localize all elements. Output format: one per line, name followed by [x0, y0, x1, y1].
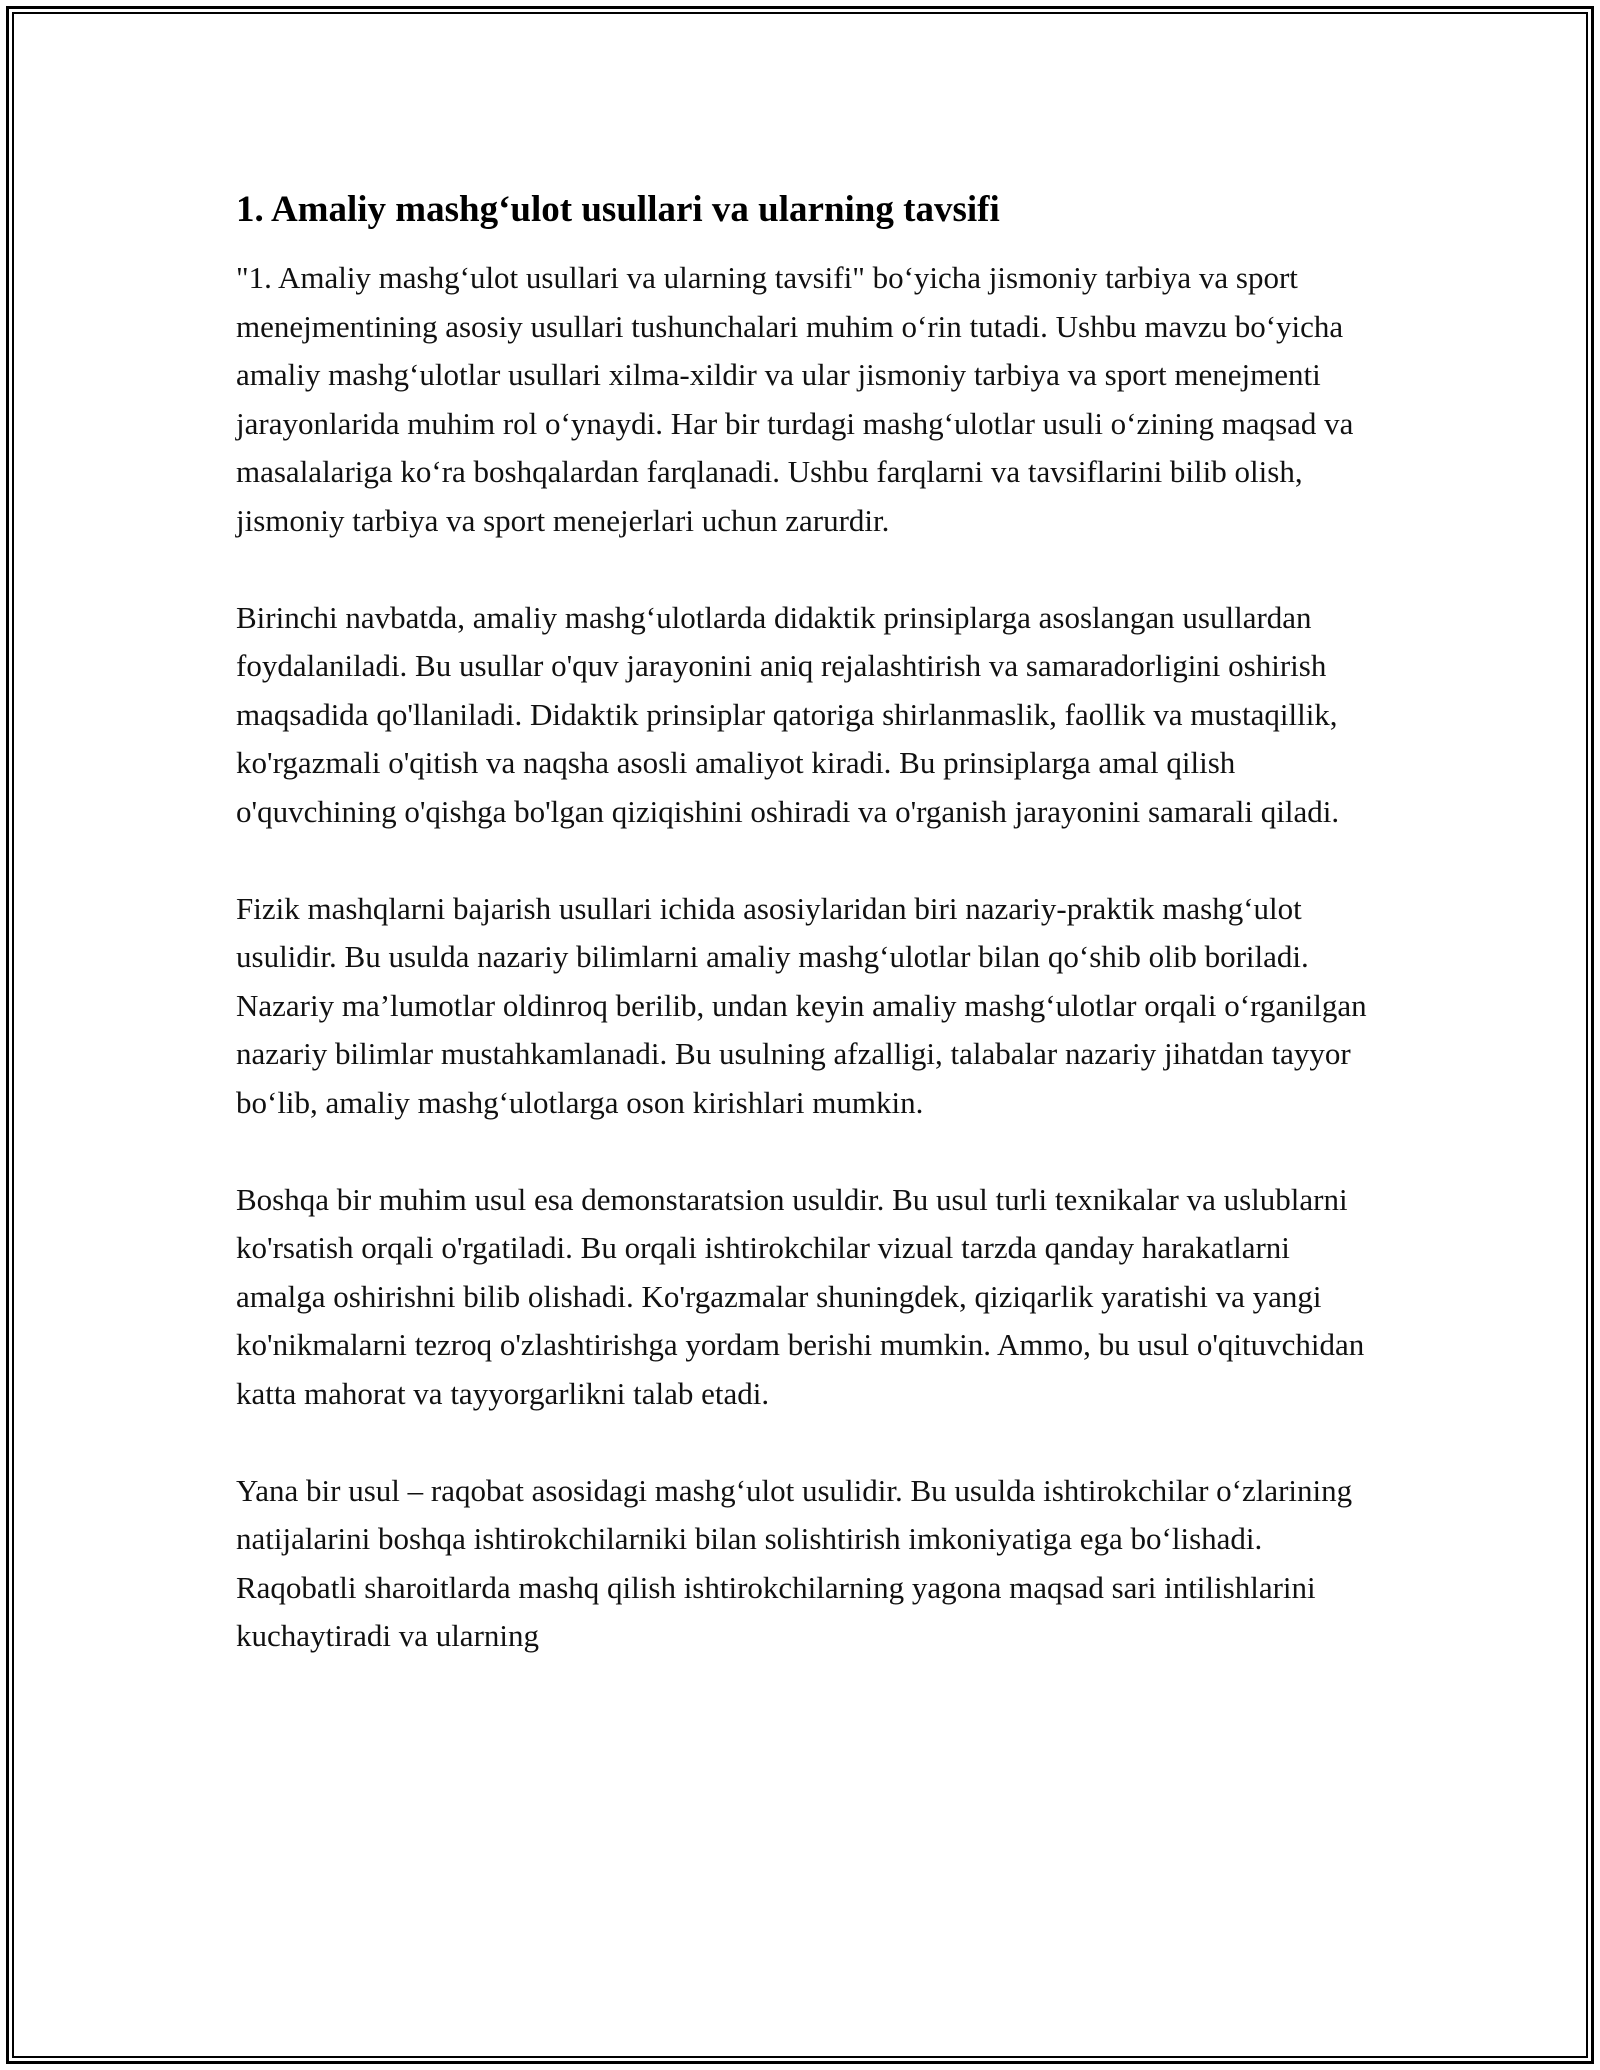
document-body	[236, 186, 1372, 1709]
paragraph-theory-practice-method: Fizik mashqlarni bajarish usullari ichida asosiylaridan biri nazariy-praktik mashg‘ulot usulidir. Bu usulda nazariy bilimlarni amaliy mashg‘ulotlar bilan qo‘shib olib boriladi. Nazariy ma’lumotlar oldinroq berilib, undan keyin amaliy mashg‘ulotlar orqali o‘rganilgan nazariy bilimlar mustahkamlanadi. Bu usulning afzalligi, talabalar nazariy jihatdan tayyor bo‘lib, amaliy mashg‘ulotlarga oson kirishlari mumkin.	[236, 890, 1367, 1120]
paragraph-didactic-principles: Birinchi navbatda, amaliy mashg‘ulotlarda didaktik prinsiplarga asoslangan usullardan foydalaniladi. Bu usullar o'quv jarayonini aniq rejalashtirish va samaradorligini oshirish maqsadida qo'llaniladi. Didaktik prinsiplar qatoriga shirlanmaslik, faollik va mustaqillik, ko'rgazmali o'qitish va naqsha asosli amaliyot kiradi. Bu prinsiplarga amal qilish o'quvchining o'qishga bo'lgan qiziqishini oshiradi va o'rganish jarayonini samarali qiladi.	[236, 599, 1340, 829]
paragraph-competition-method: Yana bir usul – raqobat asosidagi mashg‘ulot usulidir. Bu usulda ishtirokchilar o‘zlarining natijalarini boshqa ishtirokchilarniki bilan solishtirish imkoniyatiga ega bo‘lishadi. Raqobatli sharoitlarda mashq qilish ishtirokchilarning yagona maqsad sari intilishlarini kuchaytiradi va ularning	[236, 1472, 1353, 1653]
section-heading: 1. Amaliy mashg‘ulot usullari va ularning tavsifi	[236, 189, 1000, 230]
paragraph-demonstration-method: Boshqa bir muhim usul esa demonstaratsion usuldir. Bu usul turli texnikalar va uslublarni ko'rsatish orqali o'rgatiladi. Bu orqali ishtirokchilar vizual tarzda qanday harakatlarni amalga oshirishni bilib olishadi. Ko'rgazmalar shuningdek, qiziqarlik yaratishi va yangi ko'nikmalarni tezroq o'zlashtirishga yordam berishi mumkin. Ammo, bu usul o'qituvchidan katta mahorat va tayyorgarlikni talab etadi.	[236, 1181, 1365, 1411]
paragraph-intro: "1. Amaliy mashg‘ulot usullari va ularning tavsifi" bo‘yicha jismoniy tarbiya va sport menejmentining asosiy usullari tushunchalari muhim o‘rin tutadi. Ushbu mavzu bo‘yicha amaliy mashg‘ulotlar usullari xilma-xildir va ular jismoniy tarbiya va sport menejmenti jarayonlarida muhim rol o‘ynaydi. Har bir turdagi mashg‘ulotlar usuli o‘zining maqsad va masalalariga ko‘ra boshqalardan farqlanadi. Ushbu farqlarni va tavsiflarini bilib olish, jismoniy tarbiya va sport menejerlari uchun zarurdir.	[236, 260, 1354, 538]
